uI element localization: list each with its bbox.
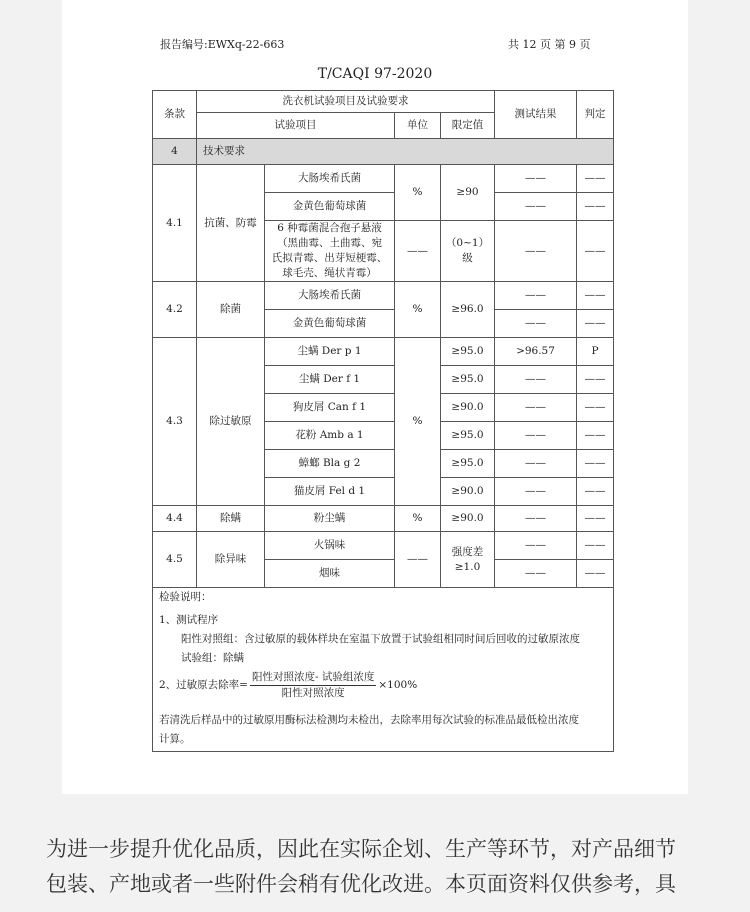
mold-line: 氏拟青霉、出芽短梗霉、 bbox=[271, 252, 388, 264]
allergen-limit: ≥90.0 bbox=[441, 478, 495, 506]
name-4-1: 抗菌、防霉 bbox=[197, 165, 265, 282]
formula-prefix: 2、过敏原去除率= bbox=[159, 679, 248, 691]
notes-step-1: 1、测试程序 bbox=[159, 614, 219, 626]
limit-line: ≥1.0 bbox=[454, 560, 481, 573]
clause-4-2: 4.2 bbox=[153, 282, 197, 338]
disclaimer-line-1: 为进一步提升优化品质，因此在实际企划、生产等环节，对产品细节 bbox=[46, 837, 676, 861]
result-cell: —— bbox=[495, 165, 577, 193]
limit-4-5 bbox=[441, 532, 495, 588]
header-group: 洗衣机试验项目及试验要求 bbox=[197, 91, 495, 113]
allergen-limit: ≥95.0 bbox=[441, 422, 495, 450]
header-limit: 限定值 bbox=[441, 113, 495, 139]
allergen-verdict: —— bbox=[577, 394, 614, 422]
allergen-result: >96.57 bbox=[495, 338, 577, 366]
result-cell: —— bbox=[495, 193, 577, 221]
result-cell: —— bbox=[495, 506, 577, 532]
allergen-item: 猫皮屑 Fel d 1 bbox=[265, 478, 395, 506]
verdict-cell: —— bbox=[577, 282, 614, 310]
allergen-verdict: P bbox=[577, 338, 614, 366]
allergen-result: —— bbox=[495, 394, 577, 422]
allergen-verdict: —— bbox=[577, 450, 614, 478]
unit-4-5: —— bbox=[395, 532, 441, 588]
allergen-result: —— bbox=[495, 366, 577, 394]
disclaimer-text bbox=[46, 832, 736, 902]
formula-denominator: 阳性对照浓度 bbox=[281, 687, 345, 699]
result-cell: —— bbox=[495, 532, 577, 560]
notes-formula bbox=[159, 670, 607, 701]
allergen-result: —— bbox=[495, 450, 577, 478]
verdict-cell: —— bbox=[577, 532, 614, 560]
item-4-1-saureus: 金黄色葡萄球菌 bbox=[265, 193, 395, 221]
allergen-item: 狗皮屑 Can f 1 bbox=[265, 394, 395, 422]
report-number: 报告编号:EWXq-22-663 bbox=[160, 38, 285, 51]
notes-test-group: 试验组：除螨 bbox=[181, 652, 244, 664]
allergen-item: 尘螨 Der p 1 bbox=[265, 338, 395, 366]
allergen-item: 花粉 Amb a 1 bbox=[265, 422, 395, 450]
allergen-limit: ≥95.0 bbox=[441, 450, 495, 478]
mold-line: （黑曲霉、土曲霉、宛 bbox=[277, 237, 382, 249]
verdict-cell: —— bbox=[577, 221, 614, 282]
result-cell: —— bbox=[495, 282, 577, 310]
item-4-2-saureus: 金黄色葡萄球菌 bbox=[265, 310, 395, 338]
unit-4-4: % bbox=[395, 506, 441, 532]
name-4-2: 除菌 bbox=[197, 282, 265, 338]
header-item: 试验项目 bbox=[197, 113, 395, 139]
allergen-limit: ≥95.0 bbox=[441, 338, 495, 366]
item-4-4: 粉尘螨 bbox=[265, 506, 395, 532]
limit-4-2: ≥96.0 bbox=[441, 282, 495, 338]
name-4-3: 除过敏原 bbox=[197, 338, 265, 506]
clause-4-4: 4.4 bbox=[153, 506, 197, 532]
header-result: 测试结果 bbox=[495, 91, 577, 139]
allergen-verdict: —— bbox=[577, 478, 614, 506]
item-4-5-hotpot: 火锅味 bbox=[265, 532, 395, 560]
limit-line: 强度差 bbox=[451, 545, 484, 558]
section-number: 4 bbox=[153, 139, 197, 165]
unit-4-2: % bbox=[395, 282, 441, 338]
section-title: 技术要求 bbox=[197, 139, 614, 165]
limit-4-1: ≥90 bbox=[441, 165, 495, 221]
verdict-cell: —— bbox=[577, 165, 614, 193]
limit-4-1-mold bbox=[441, 221, 495, 282]
item-4-1-mold bbox=[265, 221, 395, 282]
verdict-cell: —— bbox=[577, 310, 614, 338]
limit-line: （0~1） bbox=[445, 237, 490, 249]
result-cell: —— bbox=[495, 560, 577, 588]
verdict-cell: —— bbox=[577, 506, 614, 532]
item-4-5-smoke: 烟味 bbox=[265, 560, 395, 588]
unit-4-3: % bbox=[395, 338, 441, 506]
header-verdict: 判定 bbox=[577, 91, 614, 139]
limit-4-4: ≥90.0 bbox=[441, 506, 495, 532]
standard-title: T/CAQI 97-2020 bbox=[317, 66, 433, 82]
header-clause: 条款 bbox=[153, 91, 197, 139]
item-4-1-ecoli: 大肠埃希氏菌 bbox=[265, 165, 395, 193]
allergen-item: 尘螨 Der f 1 bbox=[265, 366, 395, 394]
allergen-limit: ≥90.0 bbox=[441, 394, 495, 422]
name-4-5: 除异味 bbox=[197, 532, 265, 588]
allergen-item: 蟑螂 Bla g 2 bbox=[265, 450, 395, 478]
allergen-verdict: —— bbox=[577, 366, 614, 394]
clause-4-1: 4.1 bbox=[153, 165, 197, 282]
allergen-result: —— bbox=[495, 478, 577, 506]
mold-line: 6 种霉菌混合孢子悬液 bbox=[277, 222, 382, 234]
verdict-cell: —— bbox=[577, 560, 614, 588]
name-4-4: 除螨 bbox=[197, 506, 265, 532]
allergen-result: —— bbox=[495, 422, 577, 450]
mold-line: 球毛壳、绳状青霉） bbox=[282, 267, 377, 279]
result-cell: —— bbox=[495, 221, 577, 282]
unit-4-1-mold: —— bbox=[395, 221, 441, 282]
verdict-cell: —— bbox=[577, 193, 614, 221]
result-cell: —— bbox=[495, 310, 577, 338]
clause-4-5: 4.5 bbox=[153, 532, 197, 588]
header-unit: 单位 bbox=[395, 113, 441, 139]
disclaimer-line-2: 包装、产地或者一些附件会稍有优化改进。本页面资料仅供参考，具 bbox=[46, 872, 676, 896]
clause-4-3: 4.3 bbox=[153, 338, 197, 506]
limit-line: 级 bbox=[462, 252, 473, 264]
item-4-2-ecoli: 大肠埃希氏菌 bbox=[265, 282, 395, 310]
notes-positive-control: 阳性对照组：含过敏原的载体样块在室温下放置于试验组相同时间后回收的过敏原浓度 bbox=[181, 633, 580, 645]
allergen-limit: ≥95.0 bbox=[441, 366, 495, 394]
formula-suffix: ×100% bbox=[378, 679, 418, 691]
notes-undetected-rule-end: 计算。 bbox=[159, 733, 191, 745]
notes-undetected-rule: 若清洗后样品中的过敏原用酶标法检测均未检出，去除率用每次试验的标准品最低检出浓度 bbox=[159, 714, 579, 726]
test-requirements-table bbox=[152, 90, 614, 752]
notes-heading: 检验说明： bbox=[159, 591, 212, 603]
allergen-verdict: —— bbox=[577, 422, 614, 450]
page-counter: 共 12 页 第 9 页 bbox=[508, 38, 591, 51]
test-notes bbox=[153, 588, 614, 752]
formula-numerator: 阳性对照浓度- 试验组浓度 bbox=[250, 670, 376, 686]
unit-4-1: % bbox=[395, 165, 441, 221]
